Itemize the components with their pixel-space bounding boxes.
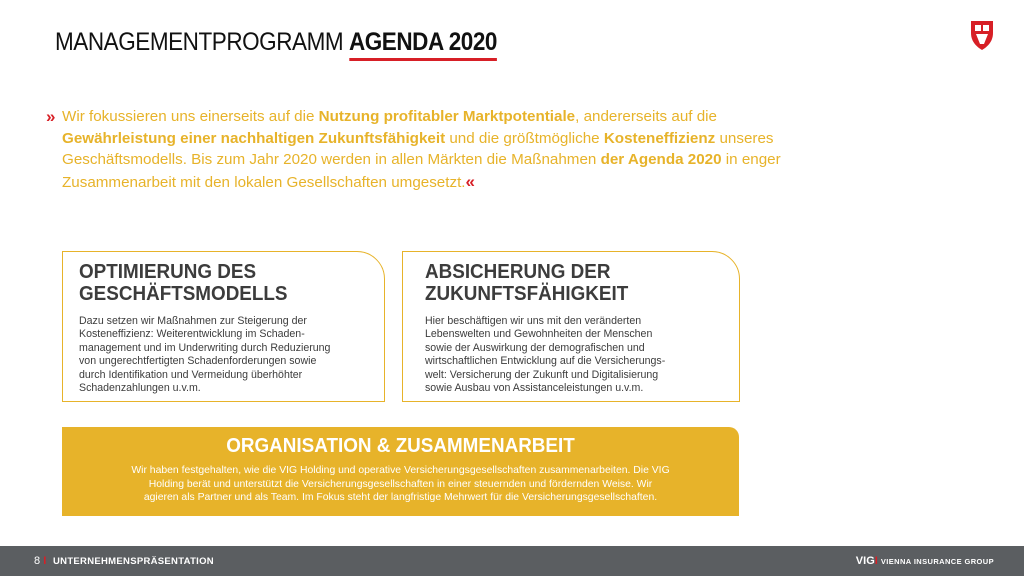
- quote-seg-7: der Agenda 2020: [600, 151, 722, 168]
- footer-bar: [0, 546, 1024, 576]
- title-regular: MANAGEMENTPROGRAMM: [55, 28, 349, 56]
- card-title-line1: OPTIMIERUNG DES: [79, 260, 257, 283]
- brand-separator: I: [874, 555, 878, 567]
- quote-seg-1: Nutzung profitabler Marktpotentiale: [318, 108, 576, 125]
- card-title-line2: ZUKUNFTSFÄHIGKEIT: [425, 282, 629, 305]
- quote-seg-0: Wir fokussieren uns einerseits auf die: [62, 108, 319, 125]
- card-optimierung: [62, 251, 385, 402]
- title-bold: AGENDA 2020: [349, 28, 497, 61]
- card-body: Hier beschäftigen wir uns mit den veränderten Lebenswelten und Gewohnheiten der Menschen sowie der Auswirkung der demografischen und wirtschaftlichen Entwicklung auf die Versicherungs- welt: Versicherung der Zukunft und Digitalisierung sowie Ausbau von Assistanceleistungen u.v.m.: [425, 315, 666, 395]
- quote-open-mark: »: [46, 107, 56, 126]
- panel-body: Wir haben festgehalten, wie die VIG Holding und operative Versicherungsgesellschaften zusammenarbeiten. Die VIG Holding berät und unterstützt die Versicherungsgesellschaften in einer steuernden und fördernden Weise. Wir agieren als Partner und als Team. Im Fokus steht der langfristige Mehrwert für die Versicherungsgesellschaften.: [131, 465, 670, 503]
- agenda-quote: [46, 106, 797, 193]
- footer-label: UNTERNEHMENSPRÄSENTATION: [53, 556, 214, 567]
- panel-title: ORGANISATION & ZUSAMMENARBEIT: [226, 434, 575, 457]
- quote-seg-6: unseres Geschäftsmodells. Bis zum Jahr 2020 werden in allen Märkten die Maßnahmen: [62, 129, 774, 168]
- card-body: Dazu setzen wir Maßnahmen zur Steigerung der Kosteneffizienz: Weiterentwicklung im Schaden- management und im Underwriting durch Reduzierung von ungerechtfertigten Schadenforderungen sowie durch Identifikation und Vermeidung überhöhter Schadenzahlungen u.v.m.: [79, 315, 331, 395]
- quote-close-mark: «: [465, 171, 475, 191]
- card-title-line2: GESCHÄFTSMODELLS: [79, 282, 288, 305]
- page-number-separator: I: [43, 555, 47, 567]
- quote-seg-3: Gewährleistung einer nachhaltigen Zukunftsfähigkeit: [62, 129, 446, 147]
- vig-shield-logo-icon: [968, 18, 996, 52]
- page-number: [34, 555, 46, 567]
- quote-seg-5: Kosteneffizienz: [603, 129, 716, 147]
- card-title-line1: ABSICHERUNG DER: [425, 260, 611, 283]
- card-absicherung: [402, 251, 740, 402]
- page-title: [55, 28, 497, 57]
- brand-short: VIG: [855, 555, 875, 567]
- footer-brand: [856, 555, 994, 567]
- card-title: [79, 261, 288, 305]
- organisation-panel: [62, 427, 739, 516]
- brand-name: VIENNA INSURANCE GROUP: [880, 557, 994, 566]
- card-title: [425, 261, 628, 305]
- page-number-value: 8: [34, 555, 41, 567]
- quote-seg-2: , andererseits auf die: [575, 108, 717, 125]
- quote-seg-8: in enger Zusammenarbeit mit den lokalen Gesellschaften umgesetzt.: [62, 151, 781, 191]
- quote-seg-4: und die größtmögliche: [445, 129, 604, 147]
